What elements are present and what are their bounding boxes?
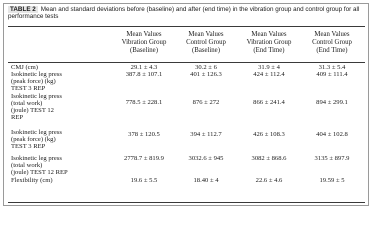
table-cell: 387.8 ± 107.1 [125,71,163,78]
table-cell: 31.3 ± 5.4 [318,64,346,71]
table-cell: 30.2 ± 6 [195,64,217,71]
table-cell: 3082 ± 868.6 [251,155,287,162]
row-label-leg-press-total-work: Isokinetic leg press (total work) (joule) TEST 12 REP [11,93,62,121]
table-cell: 424 ± 112.4 [253,71,285,78]
row-label-leg-press-peak-force: Isokinetic leg press (peak force) (kg) TEST 3 REP [11,71,62,92]
table-caption [8,6,366,21]
table-cell: 19.6 ± 5.5 [130,177,158,184]
column-header-vibration-endtime: Mean Values Vibration Group (End Time) [246,31,292,55]
table-cell: 22.6 ± 4.6 [255,177,283,184]
table-bottom-rule [8,202,365,203]
table-cell: 3032.6 ± 945 [188,155,224,162]
column-header-control-baseline: Mean Values Control Group (Baseline) [186,31,226,55]
row-label-flexibility: Flexibility (cm) [11,177,53,184]
table-cell: 378 ± 120.5 [128,131,160,138]
table-cell: 2778.7 ± 819.9 [124,155,164,162]
table-cell: 894 ± 299.1 [316,99,348,106]
table-cell: 404 ± 102.8 [316,131,348,138]
table-cell: 866 ± 241.4 [253,99,285,106]
table-cell: 409 ± 111.4 [316,71,348,78]
table-cell: 31.9 ± 4 [258,64,280,71]
table-cell: 401 ± 126.3 [190,71,222,78]
table-cell: 394 ± 112.7 [190,131,222,138]
table-cell: 778.5 ± 228.1 [125,99,163,106]
table-cell: 3135 ± 897.9 [314,155,350,162]
row-label-leg-press-total-work-2: Isokinetic leg press (total work) (joule) TEST 12 REP [11,155,68,176]
table-figure [3,3,369,206]
table-cell: 18.40 ± 4 [193,177,219,184]
column-header-vibration-baseline: Mean Values Vibration Group (Baseline) [121,31,167,55]
header-divider-rule [8,62,365,63]
table-cell: 29.1 ± 4.3 [130,64,158,71]
table-cell: 876 ± 272 [192,99,220,106]
table-number: TABLE 2 [10,6,36,13]
table-cell: 426 ± 108.3 [253,131,285,138]
table-cell: 19.59 ± 5 [319,177,345,184]
column-header-control-endtime: Mean Values Control Group (End Time) [312,31,352,55]
row-label-leg-press-peak-force-2: Isokinetic leg press (peak force) (kg) TEST 3 REP [11,129,62,150]
table-caption-text: Mean and standard deviations before (baseline) and after (end time) in the vibration group and control group for all performance tests [8,6,360,21]
row-label-cmj: CMJ (cm) [11,64,38,71]
table-top-rule [8,26,365,27]
